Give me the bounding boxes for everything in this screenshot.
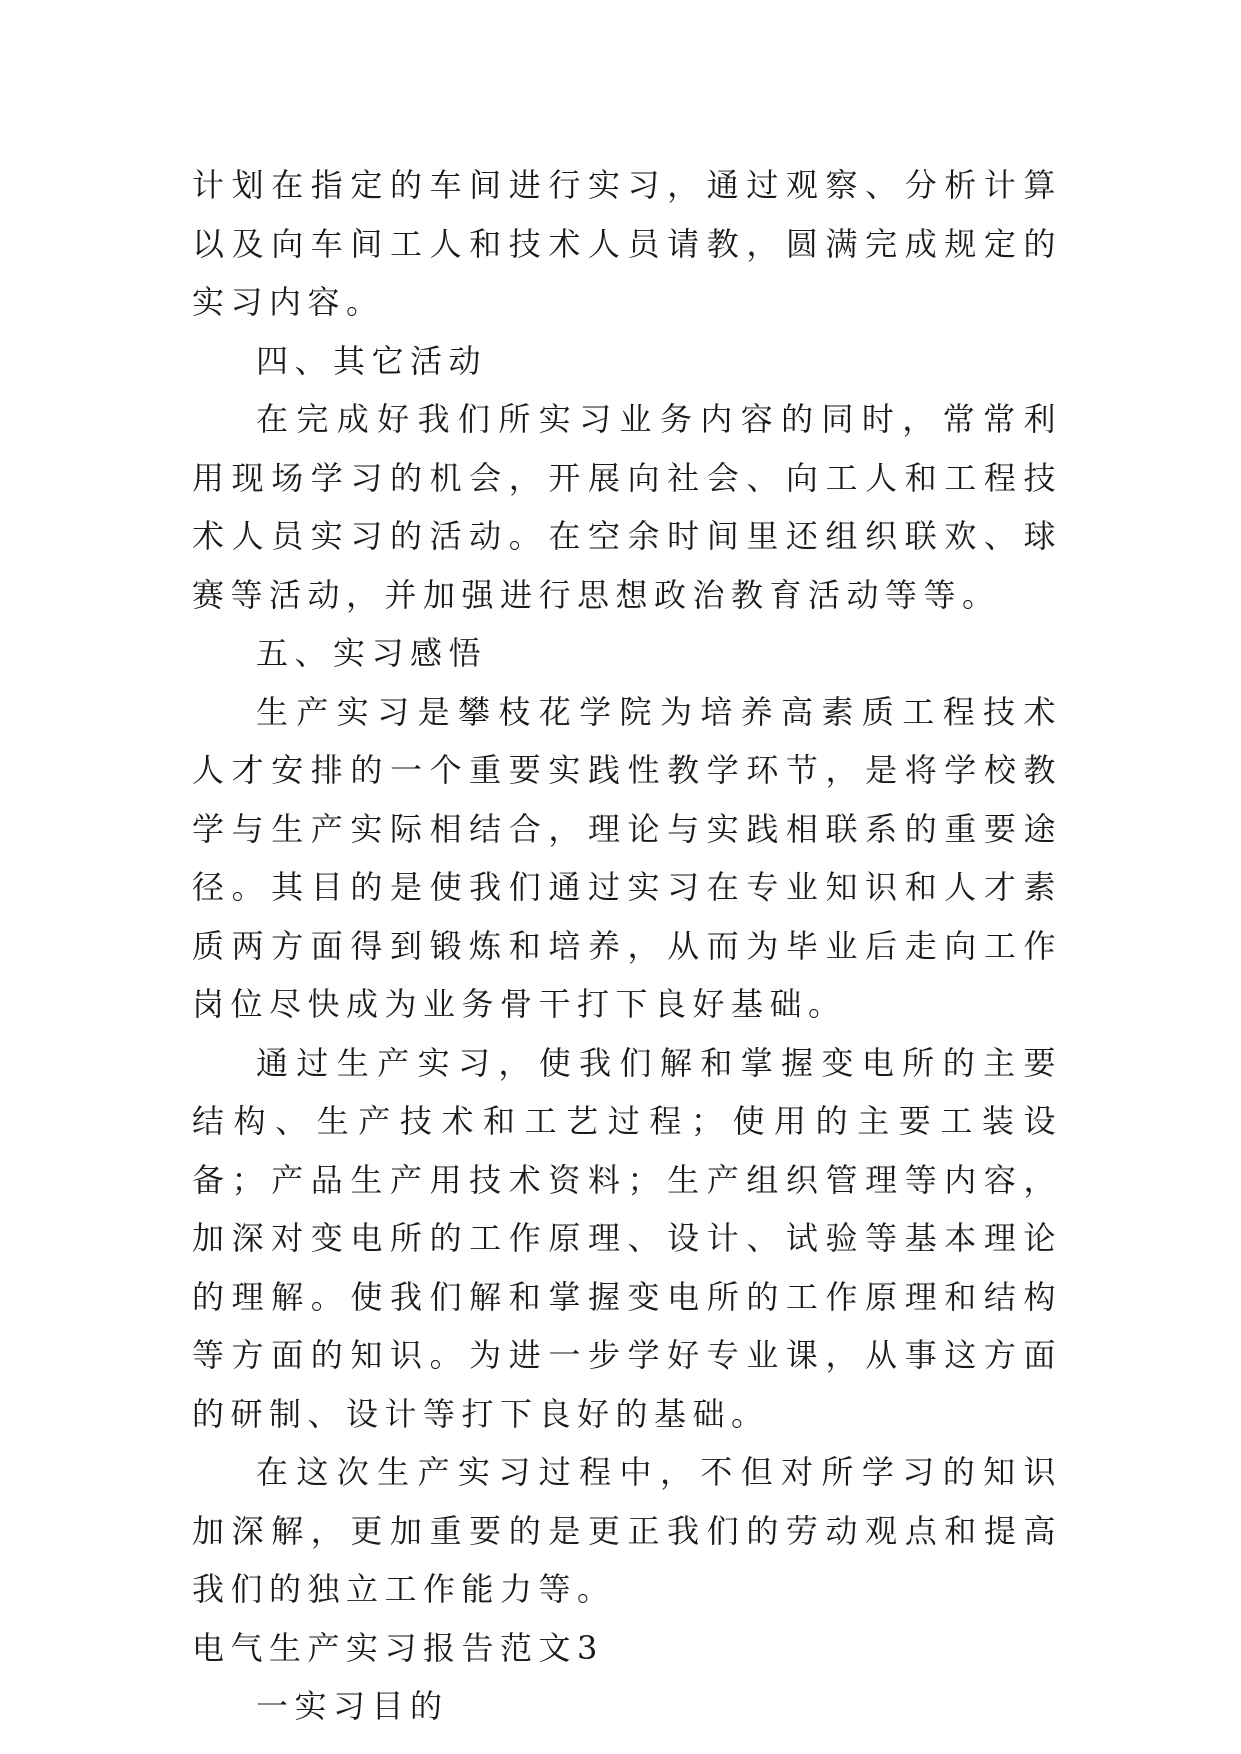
paragraph-reflections-knowledge: 通过生产实习，使我们解和掌握变电所的主要结构、生产技术和工艺过程；使用的主要工装设备；产品生产用技术资料；生产组织管理等内容，加深对变电所的工作原理、设计、试验等基本理论的理解。使我们解和掌握变电所的工作原理和结构等方面的知识。为进一步学好专业课，从事这方面的研制、设计等打下良好的基础。 xyxy=(192,1043,1062,1433)
section-heading-reflections: 五、实习感悟 xyxy=(256,634,488,672)
section-heading-other-activities: 四、其它活动 xyxy=(256,341,488,380)
report-title: 电气生产实习报告范文3 xyxy=(192,1628,604,1667)
paragraph-other-activities: 在完成好我们所实习业务内容的同时，常常利用现场学习的机会，开展向社会、向工人和工程技术人员实习的活动。在空余时间里还组织联欢、球赛等活动，并加强进行思想政治教育活动等等。 xyxy=(192,400,1062,614)
paragraph-internship-plan: 计划在指定的车间进行实习，通过观察、分析计算以及向车间工人和技术人员请教，圆满完成规定的实习内容。 xyxy=(192,166,1062,321)
paragraph-reflections-ability: 在这次生产实习过程中，不但对所学习的知识加深解，更加重要的是更正我们的劳动观点和提高我们的独立工作能力等。 xyxy=(192,1453,1062,1608)
document-body xyxy=(192,156,1062,1736)
section-heading-internship-goal: 一实习目的 xyxy=(256,1687,449,1725)
paragraph-reflections-purpose: 生产实习是攀枝花学院为培养高素质工程技术人才安排的一个重要实践性教学环节，是将学校教学与生产实际相结合，理论与实践相联系的重要途径。其目的是使我们通过实习在专业知识和人才素质两方面得到锻炼和培养，从而为毕业后走向工作岗位尽快成为业务骨干打下良好基础。 xyxy=(192,692,1062,1023)
